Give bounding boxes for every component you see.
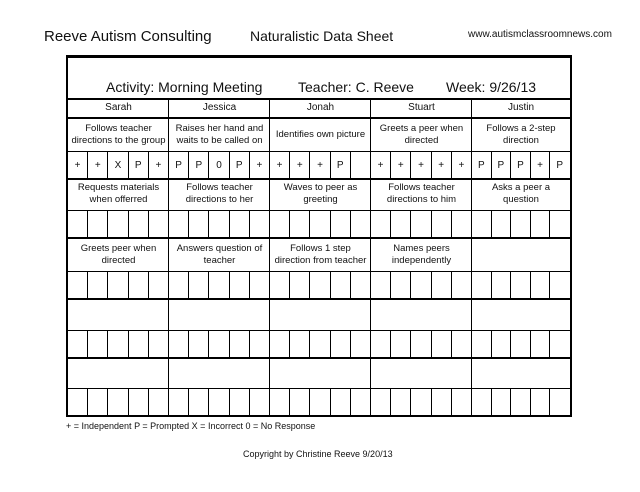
trial-cell[interactable]: P	[477, 159, 485, 171]
column-divider	[370, 98, 371, 415]
goal-text	[169, 356, 270, 388]
trial-cell[interactable]	[107, 389, 127, 415]
trial-cell[interactable]	[229, 272, 249, 298]
goal-text	[68, 298, 169, 330]
trial-cell[interactable]	[491, 331, 511, 357]
trial-cell[interactable]	[87, 211, 107, 237]
trial-cell[interactable]	[350, 272, 370, 298]
trial-cell[interactable]: +	[276, 159, 283, 171]
student-name: Justin	[507, 102, 535, 113]
trial-cell[interactable]	[270, 272, 289, 298]
trial-cell[interactable]: +	[74, 159, 81, 171]
trial-cell[interactable]	[390, 389, 410, 415]
copyright: Copyright by Christine Reeve 9/20/13	[243, 449, 393, 459]
trial-cells	[270, 331, 370, 357]
trial-cell[interactable]	[431, 389, 451, 415]
trial-cell[interactable]	[128, 272, 148, 298]
trial-cell[interactable]	[330, 331, 350, 357]
trial-cell[interactable]	[208, 331, 228, 357]
trial-cell[interactable]	[451, 211, 471, 237]
trial-cell[interactable]: P	[128, 152, 148, 178]
trial-cell[interactable]	[289, 211, 309, 237]
trial-cell[interactable]: +	[87, 152, 107, 178]
goal-text	[68, 356, 169, 388]
trial-cell[interactable]	[128, 331, 148, 357]
trial-cells	[371, 152, 471, 178]
organization-name: Reeve Autism Consulting	[44, 28, 212, 45]
teacher-label: Teacher: C. Reeve	[298, 79, 414, 95]
trial-cell[interactable]	[87, 331, 107, 357]
trial-cells	[472, 152, 569, 178]
trial-cell[interactable]	[188, 389, 208, 415]
trial-cell[interactable]	[128, 389, 148, 415]
trial-cell[interactable]	[390, 331, 410, 357]
trial-cells	[169, 211, 269, 237]
trial-cell[interactable]	[390, 272, 410, 298]
trial-cell[interactable]	[472, 272, 491, 298]
trial-cell[interactable]: +	[530, 152, 550, 178]
trial-cells	[371, 331, 471, 357]
trial-cells	[270, 152, 370, 178]
trial-cell[interactable]: X	[107, 152, 127, 178]
goal-text: Follows 1 step direction from teacher	[274, 243, 367, 266]
trial-cell[interactable]	[410, 331, 430, 357]
trial-cell[interactable]: +	[451, 152, 471, 178]
activity-label: Activity: Morning Meeting	[106, 79, 263, 95]
data-sheet-table	[66, 55, 572, 417]
trial-cell[interactable]	[350, 331, 370, 357]
trial-cell[interactable]	[371, 272, 390, 298]
trial-cell[interactable]	[451, 331, 471, 357]
trial-cell[interactable]	[128, 211, 148, 237]
trial-cell[interactable]	[289, 272, 309, 298]
trial-cell[interactable]: +	[431, 152, 451, 178]
trial-cell[interactable]	[410, 272, 430, 298]
trial-cell[interactable]: P	[549, 152, 569, 178]
trial-cell[interactable]	[451, 272, 471, 298]
goal-text: Follows teacher directions to her	[185, 182, 254, 205]
trial-cell[interactable]: P	[491, 152, 511, 178]
trial-cell[interactable]	[148, 272, 168, 298]
goal-text: Greets peer when directed	[80, 243, 157, 266]
trial-cell[interactable]	[169, 389, 188, 415]
trial-cells	[270, 211, 370, 237]
trial-cell[interactable]	[87, 272, 107, 298]
trial-cell[interactable]: 0	[208, 152, 228, 178]
trial-cell[interactable]: P	[175, 159, 182, 171]
trial-cell[interactable]	[491, 389, 511, 415]
trial-cell[interactable]	[472, 211, 491, 237]
goal-text	[472, 298, 570, 330]
column-divider	[168, 98, 169, 415]
trial-cells	[472, 211, 569, 237]
trial-cell[interactable]	[549, 389, 569, 415]
trial-cell[interactable]	[148, 331, 168, 357]
trial-cell[interactable]	[68, 331, 87, 357]
trial-cell[interactable]: P	[229, 152, 249, 178]
trial-cell[interactable]	[249, 331, 269, 357]
trial-cell[interactable]	[270, 331, 289, 357]
trial-cell[interactable]	[107, 211, 127, 237]
student-name: Sarah	[105, 102, 132, 113]
trial-cell[interactable]	[491, 211, 511, 237]
trial-cells	[169, 272, 269, 298]
trial-cell[interactable]	[510, 331, 530, 357]
trial-cell[interactable]	[350, 211, 370, 237]
student-name: Jonah	[306, 102, 335, 113]
trial-cell[interactable]	[431, 331, 451, 357]
goal-text	[472, 239, 570, 271]
trial-cell[interactable]	[330, 211, 350, 237]
trial-cell[interactable]: +	[309, 152, 329, 178]
goal-text	[371, 298, 472, 330]
trial-cell[interactable]	[68, 272, 87, 298]
student-name: Jessica	[202, 102, 237, 113]
trial-cells	[68, 272, 168, 298]
goal-text	[270, 356, 371, 388]
week-label: Week: 9/26/13	[446, 79, 537, 95]
goal-text: Requests materials when offerred	[77, 182, 160, 205]
trial-cells	[68, 211, 168, 237]
website-text: www.autismclassroomnews.com	[468, 29, 612, 40]
trial-cell[interactable]	[410, 389, 430, 415]
trial-cell[interactable]	[330, 389, 350, 415]
trial-cells	[68, 152, 168, 178]
goal-text: Follows a 2-step direction	[486, 123, 556, 146]
trial-cell[interactable]	[530, 272, 550, 298]
trial-cell[interactable]	[270, 389, 289, 415]
trial-cell[interactable]	[249, 389, 269, 415]
trial-cell[interactable]	[148, 211, 168, 237]
goal-text	[371, 356, 472, 388]
trial-cell[interactable]	[451, 389, 471, 415]
goal-text: Asks a peer a question	[491, 182, 551, 205]
trial-cell[interactable]: +	[289, 152, 309, 178]
goal-text	[472, 356, 570, 388]
trial-cell[interactable]	[491, 272, 511, 298]
trial-cell[interactable]	[229, 211, 249, 237]
trial-cell[interactable]	[510, 272, 530, 298]
trial-cell[interactable]	[289, 389, 309, 415]
trial-cells	[270, 272, 370, 298]
trial-cells	[270, 389, 370, 415]
goal-text	[169, 298, 270, 330]
trial-cell[interactable]	[169, 211, 188, 237]
trial-cell[interactable]	[472, 389, 491, 415]
trial-cell[interactable]: P	[188, 152, 208, 178]
trial-cell[interactable]	[249, 211, 269, 237]
trial-cells	[472, 272, 569, 298]
trial-cell[interactable]: P	[510, 152, 530, 178]
trial-cells	[68, 389, 168, 415]
trial-cells	[169, 389, 269, 415]
trial-cell[interactable]: +	[249, 152, 269, 178]
goal-text	[270, 298, 371, 330]
trial-cell[interactable]	[188, 272, 208, 298]
student-names-row	[68, 98, 570, 119]
trial-cell[interactable]	[350, 152, 370, 178]
goal-text: Raises her hand and waits to be called on	[175, 123, 264, 146]
trial-cell[interactable]	[148, 389, 168, 415]
trial-cell[interactable]	[530, 211, 550, 237]
trial-cells	[371, 389, 471, 415]
trial-cell[interactable]	[208, 389, 228, 415]
goal-text: Identifies own picture	[275, 129, 366, 140]
trial-cell[interactable]	[309, 389, 329, 415]
trial-cell[interactable]	[68, 389, 87, 415]
trial-cells	[371, 211, 471, 237]
trial-cell[interactable]	[510, 389, 530, 415]
trial-cell[interactable]: +	[390, 152, 410, 178]
trial-cell[interactable]	[309, 211, 329, 237]
trial-cell[interactable]	[309, 272, 329, 298]
legend: + = Independent P = Prompted X = Incorrect 0 = No Response	[66, 421, 316, 431]
goal-text: Follows teacher directions to the group	[71, 123, 166, 146]
trial-cell[interactable]	[208, 211, 228, 237]
trial-cell[interactable]	[289, 331, 309, 357]
trial-cell[interactable]	[309, 331, 329, 357]
trial-cells	[472, 331, 569, 357]
trial-cell[interactable]	[107, 331, 127, 357]
trial-cells	[68, 331, 168, 357]
trial-cell[interactable]: P	[330, 152, 350, 178]
activity-row	[68, 58, 570, 100]
trial-cell[interactable]	[410, 211, 430, 237]
trial-cell[interactable]	[371, 211, 390, 237]
trial-cell[interactable]	[249, 272, 269, 298]
trial-cell[interactable]	[350, 389, 370, 415]
trial-cell[interactable]	[68, 211, 87, 237]
goal-text: Greets a peer when directed	[379, 123, 464, 146]
goal-text: Follows teacher directions to him	[386, 182, 457, 205]
goal-text: Names peers independently	[391, 243, 452, 266]
trial-cell[interactable]	[188, 211, 208, 237]
trial-cell[interactable]: +	[410, 152, 430, 178]
trial-cell[interactable]	[87, 389, 107, 415]
goal-text: Waves to peer as greeting	[283, 182, 358, 205]
sheet-title: Naturalistic Data Sheet	[250, 28, 394, 44]
trial-cell[interactable]	[371, 331, 390, 357]
trial-cell[interactable]	[472, 331, 491, 357]
trial-cell[interactable]	[549, 211, 569, 237]
trial-cells	[169, 331, 269, 357]
trial-cell[interactable]: +	[148, 152, 168, 178]
trial-cell[interactable]	[530, 331, 550, 357]
trial-cell[interactable]	[431, 211, 451, 237]
trial-cell[interactable]	[330, 272, 350, 298]
trial-cell[interactable]	[169, 331, 188, 357]
trial-cell[interactable]	[208, 272, 228, 298]
trial-cell[interactable]: +	[377, 159, 384, 171]
trial-cell[interactable]	[390, 211, 410, 237]
trial-cell[interactable]	[169, 272, 188, 298]
trial-cell[interactable]	[549, 272, 569, 298]
trial-cell[interactable]	[549, 331, 569, 357]
trial-cell[interactable]	[229, 389, 249, 415]
trial-cell[interactable]	[107, 272, 127, 298]
trial-cell[interactable]	[188, 331, 208, 357]
trial-cell[interactable]	[510, 211, 530, 237]
goal-text: Answers question of teacher	[176, 243, 263, 266]
trial-cell[interactable]	[270, 211, 289, 237]
trial-cell[interactable]	[530, 389, 550, 415]
student-name: Stuart	[408, 102, 435, 113]
trial-cell[interactable]	[371, 389, 390, 415]
trial-cells	[472, 389, 569, 415]
column-divider	[269, 98, 270, 415]
trial-cells	[169, 152, 269, 178]
trial-cells	[371, 272, 471, 298]
trial-cell[interactable]	[229, 331, 249, 357]
trial-cell[interactable]	[431, 272, 451, 298]
column-divider	[471, 98, 472, 415]
